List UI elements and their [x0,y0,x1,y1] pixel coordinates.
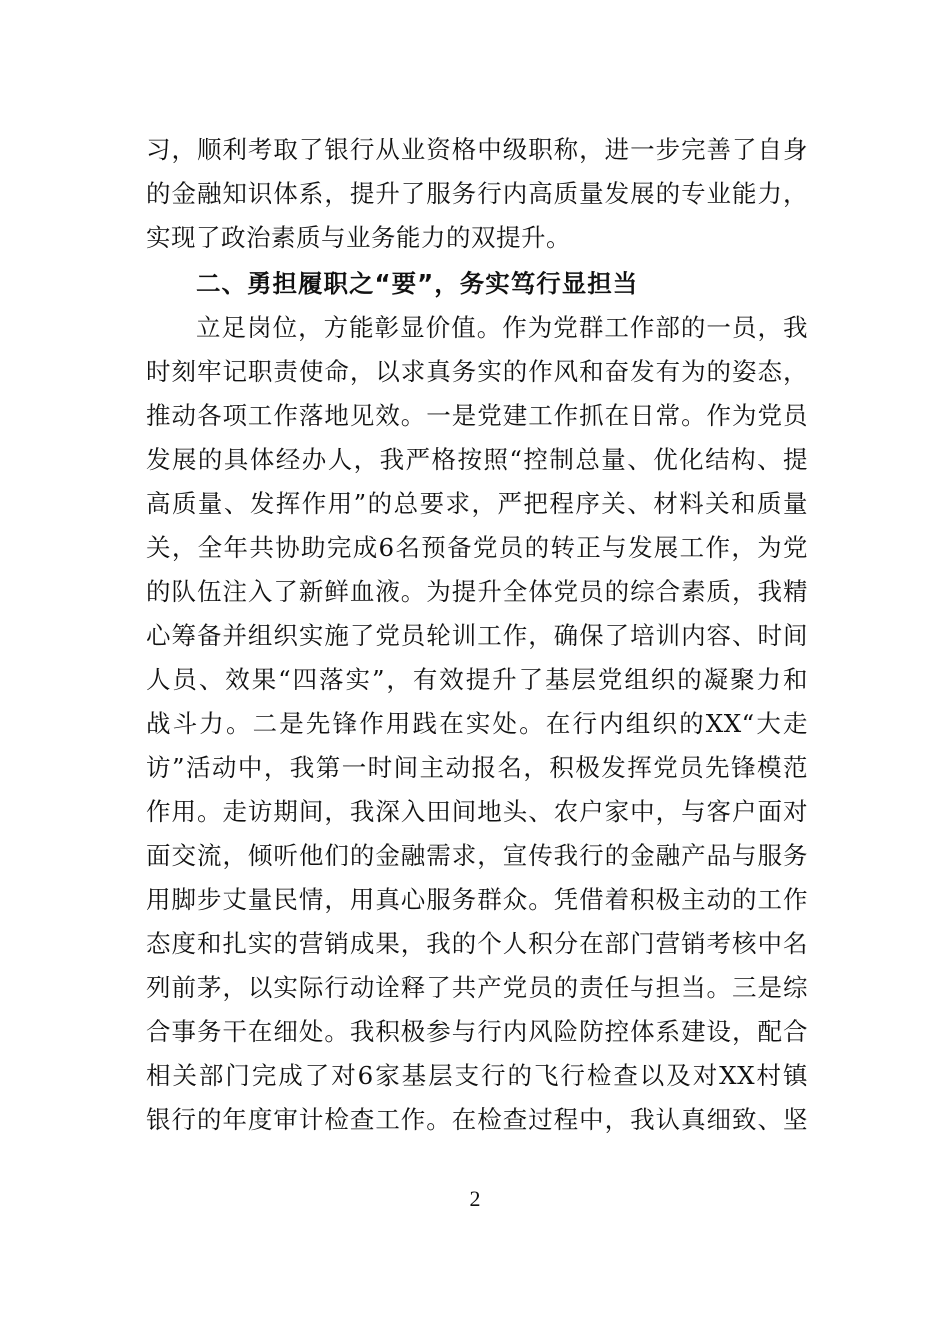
text-line: 相关部门完成了对6家基层支行的飞行检查以及对XX村镇 [146,1061,808,1090]
text-line: 推动各项工作落地见效。一是党建工作抓在日常。作为党员 [146,401,808,430]
page-number: 2 [469,1186,481,1211]
text-line: 立足岗位，方能彰显价值。作为党群工作部的一员，我 [196,313,808,342]
text-line: 作用。走访期间，我深入田间地头、农户家中，与客户面对 [146,797,808,826]
text-line: 的队伍注入了新鲜血液。为提升全体党员的综合素质，我精 [146,577,808,606]
text-line: 实现了政治素质与业务能力的双提升。 [146,223,571,252]
text-line: 用脚步丈量民情，用真心服务群众。凭借着积极主动的工作 [146,885,808,914]
text-line: 人员、效果“四落实”，有效提升了基层党组织的凝聚力和 [146,665,808,694]
text-line: 心筹备并组织实施了党员轮训工作，确保了培训内容、时间 [146,621,808,650]
text-line: 访”活动中，我第一时间主动报名，积极发挥党员先锋模范 [146,753,808,782]
text-line: 态度和扎实的营销成果，我的个人积分在部门营销考核中名 [146,929,808,958]
text-line: 的金融知识体系，提升了服务行内高质量发展的专业能力， [146,179,808,208]
text-line: 发展的具体经办人，我严格按照“控制总量、优化结构、提 [146,445,808,474]
text-line: 时刻牢记职责使命，以求真务实的作风和奋发有为的姿态， [146,357,808,386]
text-line: 高质量、发挥作用”的总要求，严把程序关、材料关和质量 [146,489,808,518]
text-line: 列前茅，以实际行动诠释了共产党员的责任与担当。三是综 [146,973,808,1002]
text-line: 关，全年共协助完成6名预备党员的转正与发展工作，为党 [146,533,808,562]
text-line: 战斗力。二是先锋作用践在实处。在行内组织的XX“大走 [146,709,808,738]
text-line: 合事务干在细处。我积极参与行内风险防控体系建设，配合 [146,1017,808,1046]
text-line: 习，顺利考取了银行从业资格中级职称，进一步完善了自身 [146,135,808,164]
text-line: 银行的年度审计检查工作。在检查过程中，我认真细致、坚 [146,1105,808,1134]
section-heading: 二、勇担履职之“要”，务实笃行显担当 [196,269,639,298]
text-line: 面交流，倾听他们的金融需求，宣传我行的金融产品与服务 [146,841,808,870]
